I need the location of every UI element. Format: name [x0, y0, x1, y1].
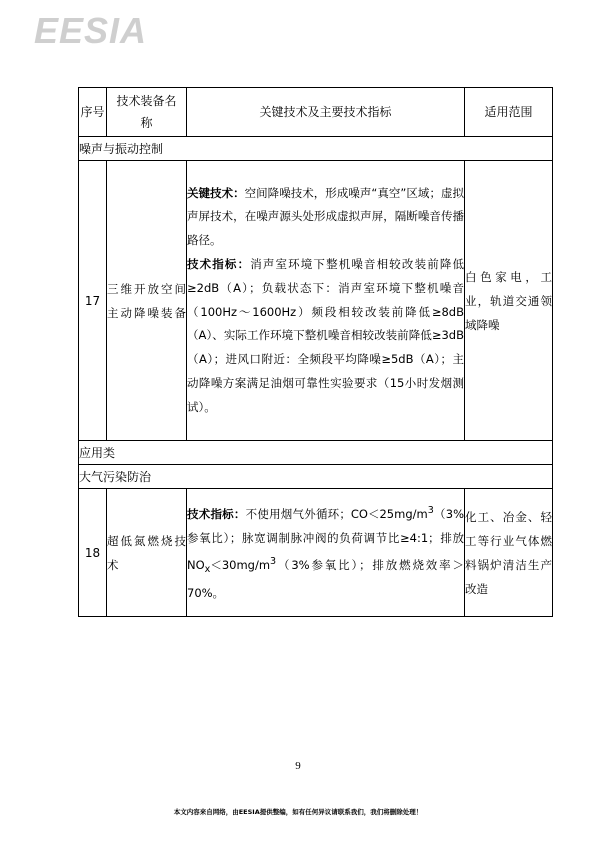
row-tech [187, 161, 465, 441]
indicator-paragraph [187, 499, 464, 606]
indicator-text-d: （3%参氧比）；排放燃烧效率＞70%。 [187, 558, 464, 601]
header-name: 技术装备名称 [107, 88, 187, 137]
category-application: 应用类 [79, 441, 553, 465]
row-scope: 白色家电，工业，轨道交通领域降噪 [465, 161, 553, 441]
table-header-row [79, 88, 553, 137]
row-name: 三维开放空间主动降噪装备 [107, 161, 187, 441]
indicator-text-c: ＜30mg/m [210, 558, 271, 573]
row-no: 18 [79, 489, 107, 617]
eesia-logo: EESIA [34, 10, 148, 51]
page-number: 9 [295, 760, 301, 772]
row-name: 超低氮燃烧技术 [107, 489, 187, 617]
key-technology-paragraph [187, 182, 464, 253]
category-row [79, 465, 553, 489]
indicator-text-b: （3%参氧比）；脉宽调制脉冲阀的负荷调节比≥4:1；排放NO [187, 506, 465, 573]
indicator-text: 消声室环境下整机噪音相较改装前降低≥2dB（A）；负载状态下：消声室环境下整机噪音（100Hz～1600Hz）频段相较改装前降低≥8dB（A）、实际工作环境下整机噪音相较改装前降低≥3dB（A）；进风口附近：全频段平均降噪≥5dB（A）；主动降噪方案满足油烟可靠性实验要求（15小时发烟测试）。 [187, 256, 465, 414]
footer-disclaimer: 本文内容来自网络，由EESIA提供整编，如有任何异议请联系我们，我们将删除处理！ [173, 808, 423, 816]
row-tech [187, 489, 465, 617]
indicator-sub-b: x [204, 564, 211, 576]
header-tech: 关键技术及主要技术指标 [187, 88, 465, 137]
row-no: 17 [79, 161, 107, 441]
key-technology-label: 关键技术： [187, 185, 245, 200]
indicator-text-a: 不使用烟气外循环；CO＜25mg/m [245, 506, 428, 521]
category-row [79, 441, 553, 465]
header-no: 序号 [79, 88, 107, 137]
key-technology-text: 空间降噪技术，形成噪声“真空”区域；虚拟声屏技术，在噪声源头处形成虚拟声屏，隔断噪音传播路径。 [187, 185, 464, 248]
category-row [79, 137, 553, 161]
indicator-paragraph [187, 253, 464, 420]
category-air: 大气污染防治 [79, 465, 553, 489]
indicator-label: 技术指标： [187, 506, 246, 521]
header-scope: 适用范围 [465, 88, 553, 137]
indicator-sup-c: 3 [270, 556, 277, 568]
table-row [79, 489, 553, 617]
table-row [79, 161, 553, 441]
indicator-label: 技术指标： [187, 256, 251, 271]
category-noise: 噪声与振动控制 [79, 137, 553, 161]
row-scope: 化工、冶金、轻工等行业气体燃料锅炉清洁生产改造 [465, 489, 553, 617]
indicator-sup-a: 3 [427, 504, 434, 516]
technology-table [78, 87, 553, 617]
